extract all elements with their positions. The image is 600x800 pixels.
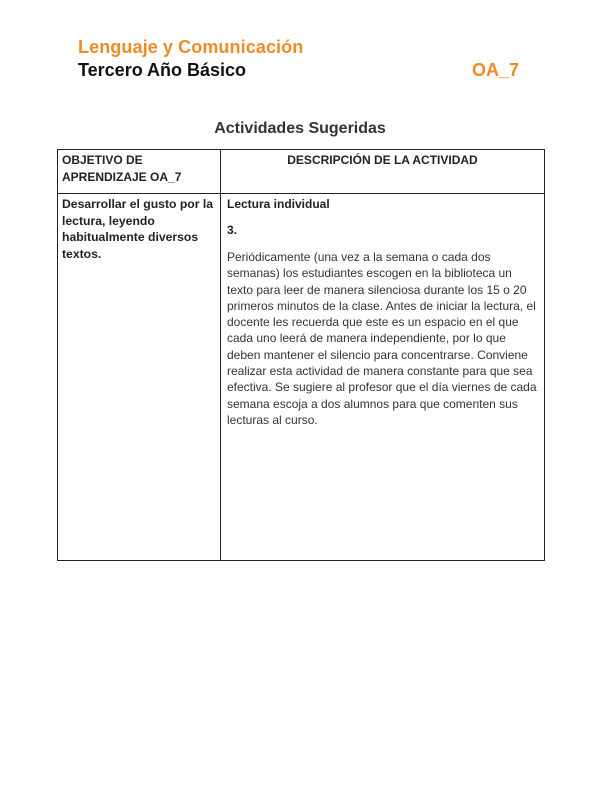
objective-code: OA_7: [472, 60, 520, 80]
activity-number: 3.: [227, 222, 238, 237]
description-cell: [221, 194, 545, 561]
section-title: Actividades Sugeridas: [214, 120, 386, 137]
activity-description: Periódicamente (una vez a la semana o cada dos semanas) los estudiantes escogen en la biblioteca un texto para leer de manera silenciosa durante los 15 o 20 primeros minutos de la clase. Antes de iniciar la lectura, el docente les recuerda que este es un espacio en el que cada uno leerá de manera independiente, por lo que deben mantener el silencio para concentrarse. Conviene realizar esta actividad de manera constante para que sea efectiva. Se sugiere al profesor que el día viernes de cada semana escoja a dos alumnos para que comenten sus lecturas al curso.: [227, 250, 537, 427]
activity-table: [57, 149, 545, 561]
table-header-row: [58, 150, 545, 194]
objective-cell: [58, 194, 221, 561]
grade-title: Tercero Año Básico: [78, 60, 247, 80]
description-column-header: DESCRIPCIÓN DE LA ACTIVIDAD: [221, 150, 545, 194]
objective-text: Desarrollar el gusto por la lectura, leyendo habitualmente diversos textos.: [62, 197, 214, 261]
table-row: [58, 194, 545, 561]
activity-title: Lectura individual: [227, 197, 330, 211]
objective-column-header: OBJETIVO DE APRENDIZAJE OA_7: [58, 150, 221, 194]
subject-title: Lenguaje y Comunicación: [78, 37, 304, 57]
